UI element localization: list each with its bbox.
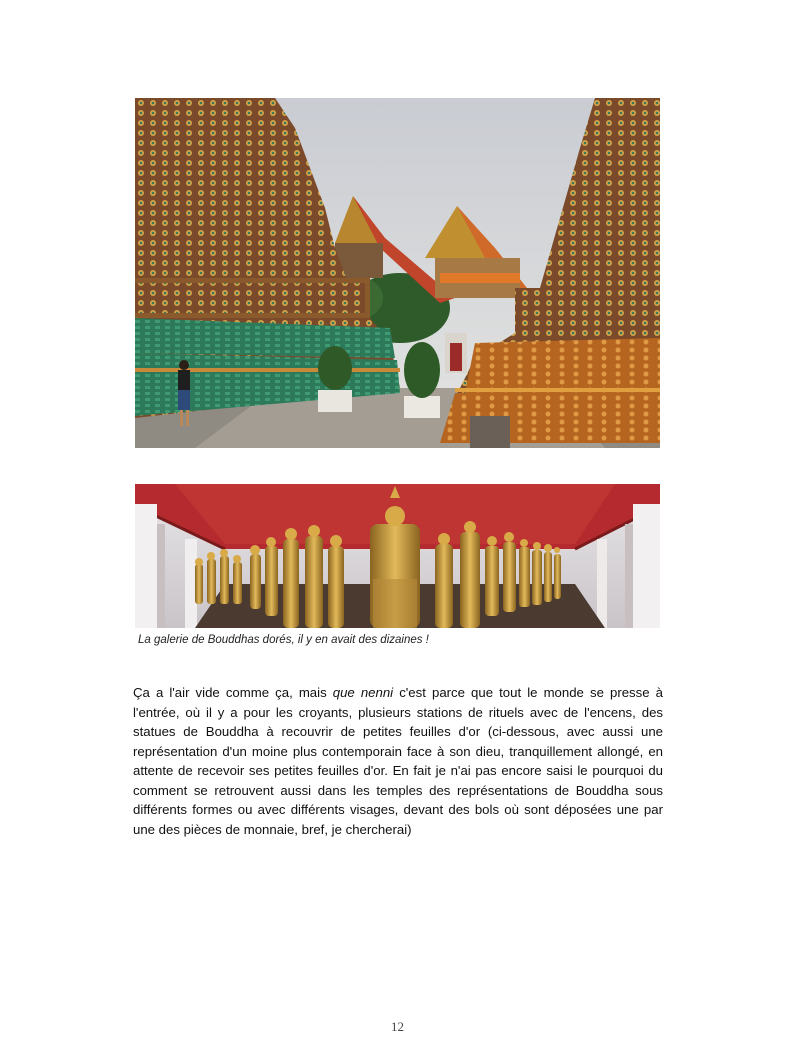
paragraph-emphasis: que nenni: [332, 685, 394, 700]
temple-stupas-photo: [135, 98, 660, 448]
paragraph-text-start: Ça a l'air vide comme ça, mais: [133, 685, 333, 700]
photo-caption: La galerie de Bouddhas dorés, il y en avait des dizaines !: [138, 634, 429, 646]
paragraph-text-end: c'est parce que tout le monde se presse à l'entrée, où il y a pour les croyants, plusieurs stations de rituels avec de l'encens, des statues de Bouddha à recouvrir de petites feuilles d'or (ci-dessous, avec aussi une représentation d'un moine plus contemporain face à son dieu, tranquillement allongé, en attente de recevoir ses petites feuilles d'or. En fait je n'ai pas encore saisi le pourquoi du comment se retrouvent aussi dans les temples des représentations de Bouddha sous différents formes ou avec différents visages, devant des bols où sont déposées une par une des pièces de monnaie, bref, je chercherai): [133, 685, 663, 837]
page-number: 12: [391, 1019, 404, 1034]
body-paragraph: [133, 683, 663, 839]
buddha-gallery-photo: [135, 484, 660, 628]
